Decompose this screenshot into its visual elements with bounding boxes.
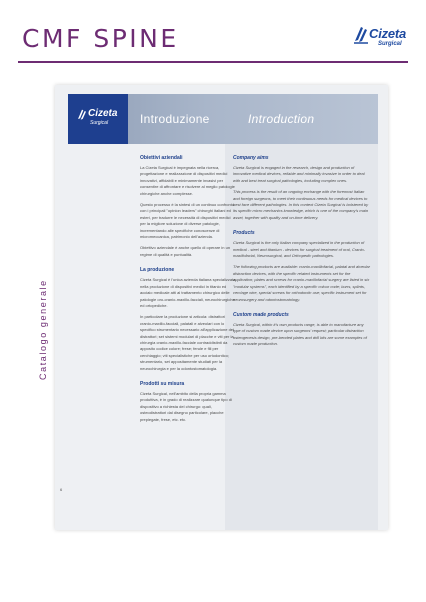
doc-logo-subtitle: Surgical bbox=[90, 120, 109, 126]
section-heading: Prodotti su misura bbox=[140, 380, 185, 387]
section-obiettivi bbox=[140, 155, 236, 258]
english-column bbox=[233, 155, 371, 357]
section-produzione bbox=[140, 267, 236, 372]
paragraph: Cizeta Surgical è l'unica azienda italiana specializzata nella produzione di dispositivi medici in titanio ed acciaio medicale atti al trattamento chirurgico delle patologie oro-cranio-maxillo-facciali, neurochirurgiche ed ortopediche. bbox=[140, 277, 236, 308]
logo-wordmark: Cizeta bbox=[369, 26, 407, 41]
side-label: Catalogo generale bbox=[38, 279, 48, 380]
doc-logo-block bbox=[68, 94, 128, 144]
paragraph: Cizeta Surgical is the only Italian company specialized in the production of medical - steel and titanium - devices for surgical treatment of oral, Cranio-maxillofacial, Neurosurgical, and Orthopedic pathologies. bbox=[233, 240, 366, 259]
section-heading: Products bbox=[233, 230, 255, 237]
section-custom-made bbox=[233, 312, 371, 348]
paragraph: Questo processo è la sintesi di un continuo confronto con i principali "opinion leaders" chirurghi italiani ed esteri, per tradurre le necessità di dispositivi medici per la migliore soluzione di diverse patologie, incrementando alle specifiche conoscenze di micromeccanica, patrimonio dell'azienda. bbox=[140, 202, 235, 240]
paragraph: Cizeta Surgical, nell'ambito della propria gamma produttiva, è in grado di realizzare qualunque tipo di dispositivo a richiesta del chirurgo: quali, osteodistrattori dal disegno particolare, placche prepiegate, frese, etc. etc. bbox=[140, 390, 232, 422]
section-heading: Custom made products bbox=[233, 311, 289, 318]
italian-column bbox=[140, 155, 236, 432]
paragraph: Cizeta Surgical, within it's own products range, is able to manufacture any type of custom made device upon surgeons' request; particular distraction osteogenesis design, pre-bended plates and drill bits are some examples of custom made production. bbox=[233, 321, 367, 347]
doc-header-band bbox=[68, 94, 378, 144]
cizeta-logo-icon bbox=[352, 25, 370, 45]
section-heading: Obiettivi aziendali bbox=[140, 155, 183, 161]
paragraph: La Cizeta Surgical è impegnata nella ricerca, progettazione e realizzazione di dispositivi medici innovativi, affidabili e minimamente invasivi per consentire di affrontare e risolvere al meglio patologie chirurgiche anche complesse. bbox=[140, 165, 235, 196]
section-su-misura bbox=[140, 381, 236, 423]
paragraph: The following products are available: cranio-maxillofacial, palatal and alveolar distraction devices, with the specific related instruments set for the application; plates and screws for cranio-maxillofacial surgery are listed in six "modular systems", each identified by a specific colour code; burrs, splints, cerclage wire, special screws for orthodontic use; specific instrument set for neurosurgery and odontostomatology. bbox=[233, 264, 370, 302]
doc-title-english: Introduction bbox=[248, 112, 315, 126]
paragraph: In particolare la produzione si articola: distrattori cranio-maxillo-facciali, palatali e alveolari con lo specifico strumentario necessario all'applicazione dei distrattori; set sistemi modulari di placche e viti per la chirurgia cranio-maxillo-facciale contraddistinti da apposito codice colore; frese; ferule e fili per cerchiaggio; viti specialistiche per uso ortodontico; strumentario, set appositamente studiati per la neurochirurgia e per la odontostomatologia. bbox=[140, 314, 234, 371]
doc-title-italian: Introduzione bbox=[140, 112, 210, 126]
page-title: CMF SPINE bbox=[22, 24, 179, 53]
header-divider bbox=[18, 61, 408, 63]
brand-logo bbox=[352, 24, 407, 52]
catalogue-page-preview bbox=[55, 85, 388, 530]
section-heading: Company aims bbox=[233, 155, 269, 161]
section-company-aims bbox=[233, 155, 371, 221]
paragraph: Obiettivo aziendale è anche quello di operare in un regime di qualità e puntualità. bbox=[140, 245, 231, 257]
paragraph: This process is the result of an ongoing exchange with the foremost Italian and foreign surgeons, to meet their continuous needs for medical devices to best face different pathologies. In this context Cizeta Surgical is bolstered by its specific micro mechanics knowledge, which is one of the company's main asset, together with quality and on-time delivery. bbox=[233, 189, 369, 220]
paragraph: Cizeta Surgical is engaged in the research, design and production of innovative medical devices, reliable and minimally invasive in order to deal with and best treat surgical pathologies, including complex ones. bbox=[233, 165, 365, 183]
doc-logo-wordmark: Cizeta bbox=[88, 108, 118, 119]
cizeta-logo-icon bbox=[76, 108, 88, 122]
logo-subtitle: Surgical bbox=[378, 41, 402, 47]
section-heading: La produzione bbox=[140, 267, 175, 274]
page-number: 6 bbox=[60, 487, 63, 492]
section-products bbox=[233, 230, 371, 303]
